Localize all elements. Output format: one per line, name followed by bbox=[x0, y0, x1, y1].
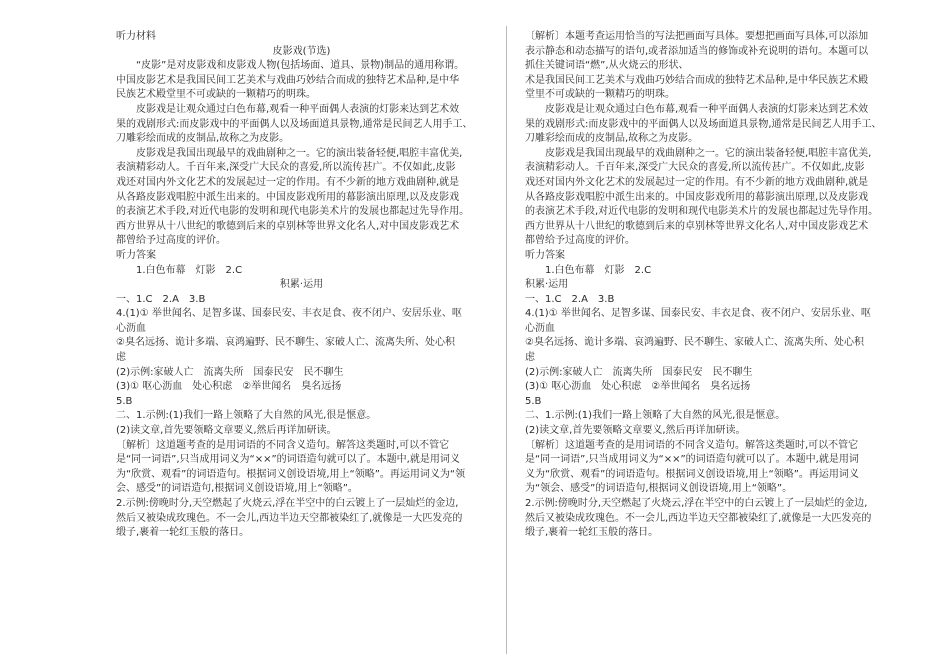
answer-line: (2)示例:家破人亡 流离失所 国泰民安 民不聊生 bbox=[525, 366, 753, 378]
text-line: 果的戏剧形式:而皮影戏中的平面偶人以及场面道具景物,通常是民间艺人用手工、 bbox=[525, 118, 882, 130]
text-line: 刀雕彩绘而成的皮制品,故称之为皮影。 bbox=[525, 133, 699, 145]
text-line: 皮影戏是让观众通过白色布幕,观看一种平面偶人表演的灯影来达到艺术效 bbox=[116, 103, 460, 115]
analysis-line: 为“领会、感受”的词语造句,根据词义创设语境,用上“领略”。 bbox=[525, 483, 793, 495]
text-line: 西方世界从十八世纪的歌德到后来的卓别林等世界文化名人,对中国皮影戏艺术 bbox=[525, 220, 869, 232]
answer-line: ②臭名远扬、诡计多端、哀鸿遍野、民不聊生、家破人亡、流离失所、处心积 bbox=[525, 337, 864, 349]
text-line: 从各路皮影戏唱腔中派生出来的。中国皮影戏所用的幕影演出原理,以及皮影戏 bbox=[525, 191, 869, 203]
analysis-line: 是“同一词语”,只当成用词义为“××”的词语造句就可以了。本题中,就是用词义 bbox=[116, 454, 460, 466]
answer-line: 一、1.C 2.A 3.B bbox=[116, 293, 206, 305]
answer-line: ②臭名远扬、诡计多端、哀鸿遍野、民不聊生、家破人亡、流离失所、处心积 bbox=[116, 337, 455, 349]
text-line: 皮影戏是我国出现最早的戏曲剧种之一。它的演出装备轻便,唱腔丰富优美, bbox=[525, 147, 872, 159]
analysis-line: 〔解析〕本题考查运用恰当的写法把画面写具体。要想把画面写具体,可以添加 bbox=[525, 31, 869, 42]
answer-line: 1.白色布幕 灯影 2.C bbox=[525, 264, 652, 276]
text-line: 戏还对国内外文化艺术的发展起过一定的作用。有不少新的地方戏曲剧种,就是 bbox=[116, 176, 460, 188]
section-heading-listening-answers: 听力答案 bbox=[116, 249, 156, 261]
answer-line: 然后又被染成玫瑰色。不一会儿,西边半边天空都被染红了,就像是一大匹发亮的 bbox=[116, 512, 463, 524]
right-column bbox=[525, 30, 897, 541]
answer-line: 一、1.C 2.A 3.B bbox=[525, 293, 615, 305]
article-title: 皮影戏(节选) bbox=[272, 45, 331, 57]
answer-line: 然后又被染成玫瑰色。不一会儿,西边半边天空都被染红了,就像是一大匹发亮的 bbox=[525, 512, 872, 524]
analysis-line: 表示静态和动态描写的语句,或者添加适当的修饰或补充说明的语句。本题可以 bbox=[525, 45, 869, 57]
text-line: 刀雕彩绘而成的皮制品,故称之为皮影。 bbox=[116, 133, 290, 145]
text-line: 戏还对国内外文化艺术的发展起过一定的作用。有不少新的地方戏曲剧种,就是 bbox=[525, 176, 869, 188]
text-line: “皮影”是对皮影戏和皮影戏人物(包括场面、道具、景物)制品的通用称谓。 bbox=[116, 60, 465, 72]
answer-line: (3)① 呕心沥血 处心积虑 ②举世闻名 臭名远扬 bbox=[116, 381, 342, 393]
text-line: 表演精彩动人。千百年来,深受广大民众的喜爱,所以流传甚广。不仅如此,皮影 bbox=[525, 162, 865, 174]
answer-line: 5.B bbox=[116, 395, 133, 407]
answer-line: 2.示例:傍晚时分,天空燃起了火烧云,浮在半空中的白云镀上了一层灿烂的金边, bbox=[116, 498, 459, 509]
text-line: 都曾给予过高度的评价。 bbox=[525, 235, 635, 247]
answer-line: 虑 bbox=[525, 352, 535, 364]
text-line: 中国皮影艺术是我国民间工艺美术与戏曲巧妙结合而成的独特艺术品种,是中华 bbox=[116, 74, 460, 86]
column-divider bbox=[506, 26, 507, 654]
text-line: 皮影戏是让观众通过白色布幕,观看一种平面偶人表演的灯影来达到艺术效 bbox=[525, 103, 869, 115]
answer-line: 二、1.示例:(1)我们一路上领略了大自然的风光,很是惬意。 bbox=[116, 410, 377, 422]
analysis-line: 义为“欣赏、观看”的词语造句。根据词义创设语境,用上“领略”。再运用词义 bbox=[525, 468, 859, 480]
answer-line: 心沥血 bbox=[525, 322, 555, 334]
answer-line: 1.白色布幕 灯影 2.C bbox=[116, 264, 243, 276]
section-heading-listening-material: 听力材料 bbox=[116, 31, 156, 42]
answer-line: (2)读文章,首先要领略文章要义,然后再详加研读。 bbox=[525, 425, 746, 437]
analysis-line: 〔解析〕这道题考查的是用词语的不同含义造句。解答这类题时,可以不管它 bbox=[525, 439, 859, 451]
answer-line: 4.(1)① 举世闻名、足智多谋、国泰民安、丰衣足食、夜不闭户、安居乐业、呕 bbox=[525, 308, 871, 320]
text-line: 表演精彩动人。千百年来,深受广大民众的喜爱,所以流传甚广。不仅如此,皮影 bbox=[116, 162, 456, 174]
analysis-line: 为“欣赏、观看”的词语造句。根据词义创设语境,用上“领略”。再运用词义为“领 bbox=[116, 468, 466, 480]
text-line: 都曾给予过高度的评价。 bbox=[116, 235, 226, 247]
answer-line: 虑 bbox=[116, 352, 126, 364]
section-heading-accumulation: 积累·运用 bbox=[525, 279, 569, 291]
section-heading-accumulation: 积累·运用 bbox=[279, 279, 324, 291]
section-heading-listening-answers: 听力答案 bbox=[525, 249, 565, 261]
text-line: 皮影戏是我国出现最早的戏曲剧种之一。它的演出装备轻便,唱腔丰富优美, bbox=[116, 147, 463, 159]
answer-line: (3)① 呕心沥血 处心积虑 ②举世闻名 臭名远扬 bbox=[525, 381, 751, 393]
left-column bbox=[116, 30, 487, 541]
answer-line: 2.示例:傍晚时分,天空燃起了火烧云,浮在半空中的白云镀上了一层灿烂的金边, bbox=[525, 498, 868, 509]
answer-line: 4.(1)① 举世闻名、足智多谋、国泰民安、丰衣足食、夜不闭户、安居乐业、呕 bbox=[116, 308, 462, 320]
text-line: 堂里不可或缺的一颗精巧的明珠。 bbox=[525, 89, 675, 101]
analysis-line: 是“同一词语”,只当成用词义为“××”的词语造句就可以了。本题中,就是用词 bbox=[525, 454, 859, 466]
answer-line: 心沥血 bbox=[116, 322, 146, 334]
analysis-line: 抓住关键词语“燃”,从火烧云的形状、 bbox=[525, 60, 689, 72]
analysis-line: 会、感受”的词语造句,根据词义创设语境,用上“领略”。 bbox=[116, 483, 358, 495]
answer-line: (2)读文章,首先要领略文章要义,然后再详加研读。 bbox=[116, 425, 337, 437]
answer-line: 缎子,裹着一轮红玉般的落日。 bbox=[116, 527, 250, 539]
analysis-line: 〔解析〕这道题考查的是用词语的不同含义造句。解答这类题时,可以不管它 bbox=[116, 439, 450, 451]
text-line: 民族艺术殿堂里不可或缺的一颗精巧的明珠。 bbox=[116, 89, 316, 101]
text-line: 从各路皮影戏唱腔中派生出来的。中国皮影戏所用的幕影演出原理,以及皮影戏 bbox=[116, 191, 460, 203]
text-line: 西方世界从十八世纪的歌德到后来的卓别林等世界文化名人,对中国皮影戏艺术 bbox=[116, 220, 460, 232]
answer-line: 5.B bbox=[525, 395, 542, 407]
answer-line: 缎子,裹着一轮红玉般的落日。 bbox=[525, 527, 659, 539]
answer-line: 二、1.示例:(1)我们一路上领略了大自然的风光,很是惬意。 bbox=[525, 410, 786, 422]
answer-line: (2)示例:家破人亡 流离失所 国泰民安 民不聊生 bbox=[116, 366, 344, 378]
text-line: 的表演艺术手段,对近代电影的发明和现代电影美术片的发展也都起过先导作用。 bbox=[116, 206, 470, 218]
text-line: 的表演艺术手段,对近代电影的发明和现代电影美术片的发展也都起过先导作用。 bbox=[525, 206, 879, 218]
text-line: 术是我国民间工艺美术与戏曲巧妙结合而成的独特艺术品种,是中华民族艺术殿 bbox=[525, 74, 869, 86]
text-line: 果的戏剧形式:而皮影戏中的平面偶人以及场面道具景物,通常是民间艺人用手工、 bbox=[116, 118, 473, 130]
